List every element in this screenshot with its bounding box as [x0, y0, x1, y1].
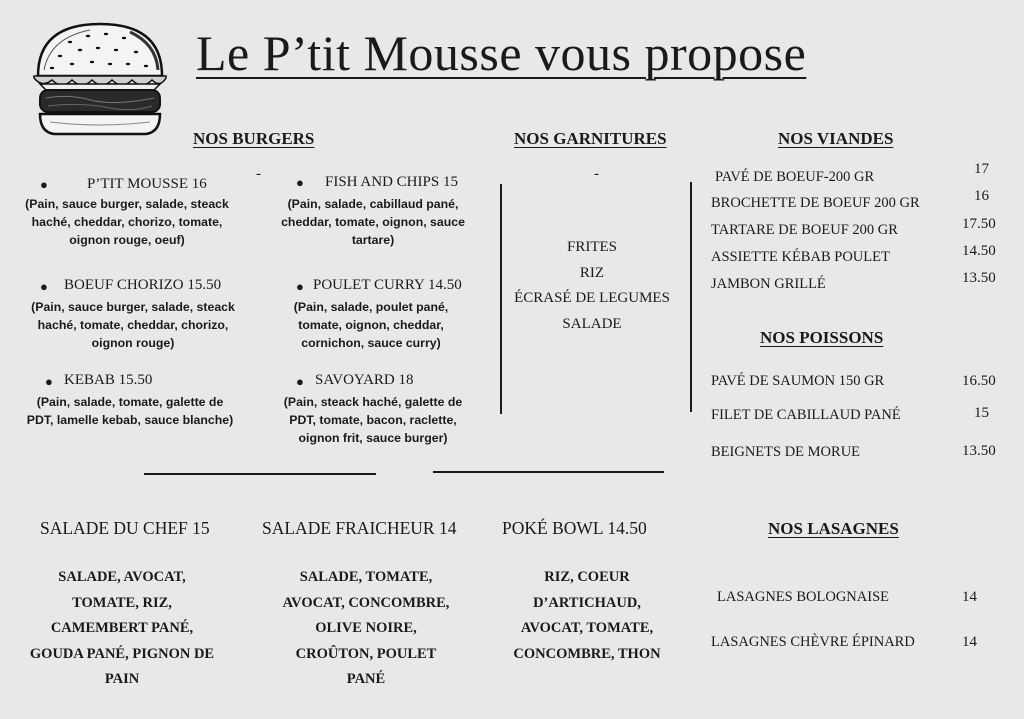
salade-body: SALADE, AVOCAT, TOMATE, RIZ, CAMEMBERT PANÉ, GOUDA PANÉ, PIGNON DE PAIN	[29, 569, 215, 688]
garniture-item: SALADE	[562, 316, 622, 332]
burger-name: POULET CURRY 14.50	[313, 277, 462, 293]
burgers-heading: NOS BURGERS	[193, 129, 315, 148]
horizontal-divider	[144, 473, 376, 475]
poisson-name: BEIGNETS DE MORUE	[711, 444, 861, 460]
burger-name: P’TIT MOUSSE 16	[87, 176, 207, 192]
page-title: Le P’tit Mousse vous propose	[196, 25, 807, 81]
viande-name: TARTARE DE BOEUF 200 GR	[711, 222, 898, 238]
bullet: ●	[296, 175, 304, 190]
burger-desc: (Pain, sauce burger, salade, steack haché, cheddar, chorizo, tomate, oignon rouge, oeuf)	[25, 197, 229, 247]
burger-desc: (Pain, salade, cabillaud pané, cheddar, tomate, oignon, sauce tartare)	[281, 197, 465, 247]
horizontal-divider	[433, 471, 664, 473]
bullet: ●	[296, 374, 304, 389]
viande-name: PAVÉ DE BOEUF-200 GR	[715, 169, 875, 185]
salade-body: SALADE, TOMATE, AVOCAT, CONCOMBRE, OLIVE NOIRE, CROÛTON, POULET PANÉ	[282, 569, 450, 688]
garnitures-heading: NOS GARNITURES	[514, 129, 667, 148]
salade-title: POKÉ BOWL 14.50	[502, 518, 647, 538]
burger-name: KEBAB 15.50	[64, 372, 153, 388]
bullet: ●	[40, 177, 48, 192]
burger-illustration-icon	[30, 18, 170, 138]
burger-name: FISH AND CHIPS 15	[325, 174, 458, 190]
poissons-heading: NOS POISSONS	[760, 328, 884, 347]
separator-dash: -	[256, 166, 261, 182]
burger-desc: (Pain, salade, tomate, galette de PDT, lamelle kebab, sauce blanche)	[26, 395, 234, 427]
viande-price: 17.50	[962, 216, 996, 232]
viande-name: BROCHETTE DE BOEUF 200 GR	[711, 195, 920, 211]
salade-title: SALADE FRAICHEUR 14	[262, 518, 457, 538]
poisson-price: 13.50	[962, 443, 996, 459]
lasagne-price: 14	[962, 589, 977, 605]
lasagne-price: 14	[962, 634, 977, 650]
garniture-item: RIZ	[579, 265, 605, 281]
burger-desc: (Pain, sauce burger, salade, steack haché, tomate, cheddar, chorizo, oignon rouge)	[31, 300, 235, 350]
garniture-item: ÉCRASÉ DE LEGUMES	[514, 290, 670, 306]
poisson-price: 16.50	[962, 373, 996, 389]
bullet: ●	[40, 279, 48, 294]
viandes-heading: NOS VIANDES	[778, 129, 894, 148]
burger-name: BOEUF CHORIZO 15.50	[64, 277, 222, 293]
viande-price: 13.50	[962, 270, 996, 286]
salade-title: SALADE DU CHEF 15	[40, 518, 210, 538]
poisson-name: PAVÉ DE SAUMON 150 GR	[711, 373, 885, 389]
burger-name: SAVOYARD 18	[315, 372, 414, 388]
viande-name: ASSIETTE KÉBAB POULET	[711, 249, 890, 265]
viande-price: 17	[974, 161, 989, 177]
viande-price: 16	[974, 188, 989, 204]
lasagne-name: LASAGNES CHÈVRE ÉPINARD	[711, 634, 915, 650]
viande-name: JAMBON GRILLÉ	[711, 276, 826, 292]
bullet: ●	[45, 374, 53, 389]
lasagnes-heading: NOS LASAGNES	[768, 519, 899, 538]
burger-desc: (Pain, salade, poulet pané, tomate, oignon, cheddar, cornichon, sauce curry)	[293, 300, 449, 350]
lasagne-name: LASAGNES BOLOGNAISE	[717, 589, 889, 605]
viande-price: 14.50	[962, 243, 996, 259]
salade-body: RIZ, COEUR D’ARTICHAUD, AVOCAT, TOMATE, CONCOMBRE, THON	[513, 569, 661, 662]
garnitures-dash: -	[594, 166, 599, 182]
garniture-item: FRITES	[566, 239, 617, 255]
bullet: ●	[296, 279, 304, 294]
vertical-divider	[690, 182, 692, 412]
poisson-price: 15	[974, 405, 989, 421]
burger-desc: (Pain, steack haché, galette de PDT, tomate, bacon, raclette, oignon frit, sauce burger)	[283, 395, 463, 445]
poisson-name: FILET DE CABILLAUD PANÉ	[711, 407, 901, 423]
